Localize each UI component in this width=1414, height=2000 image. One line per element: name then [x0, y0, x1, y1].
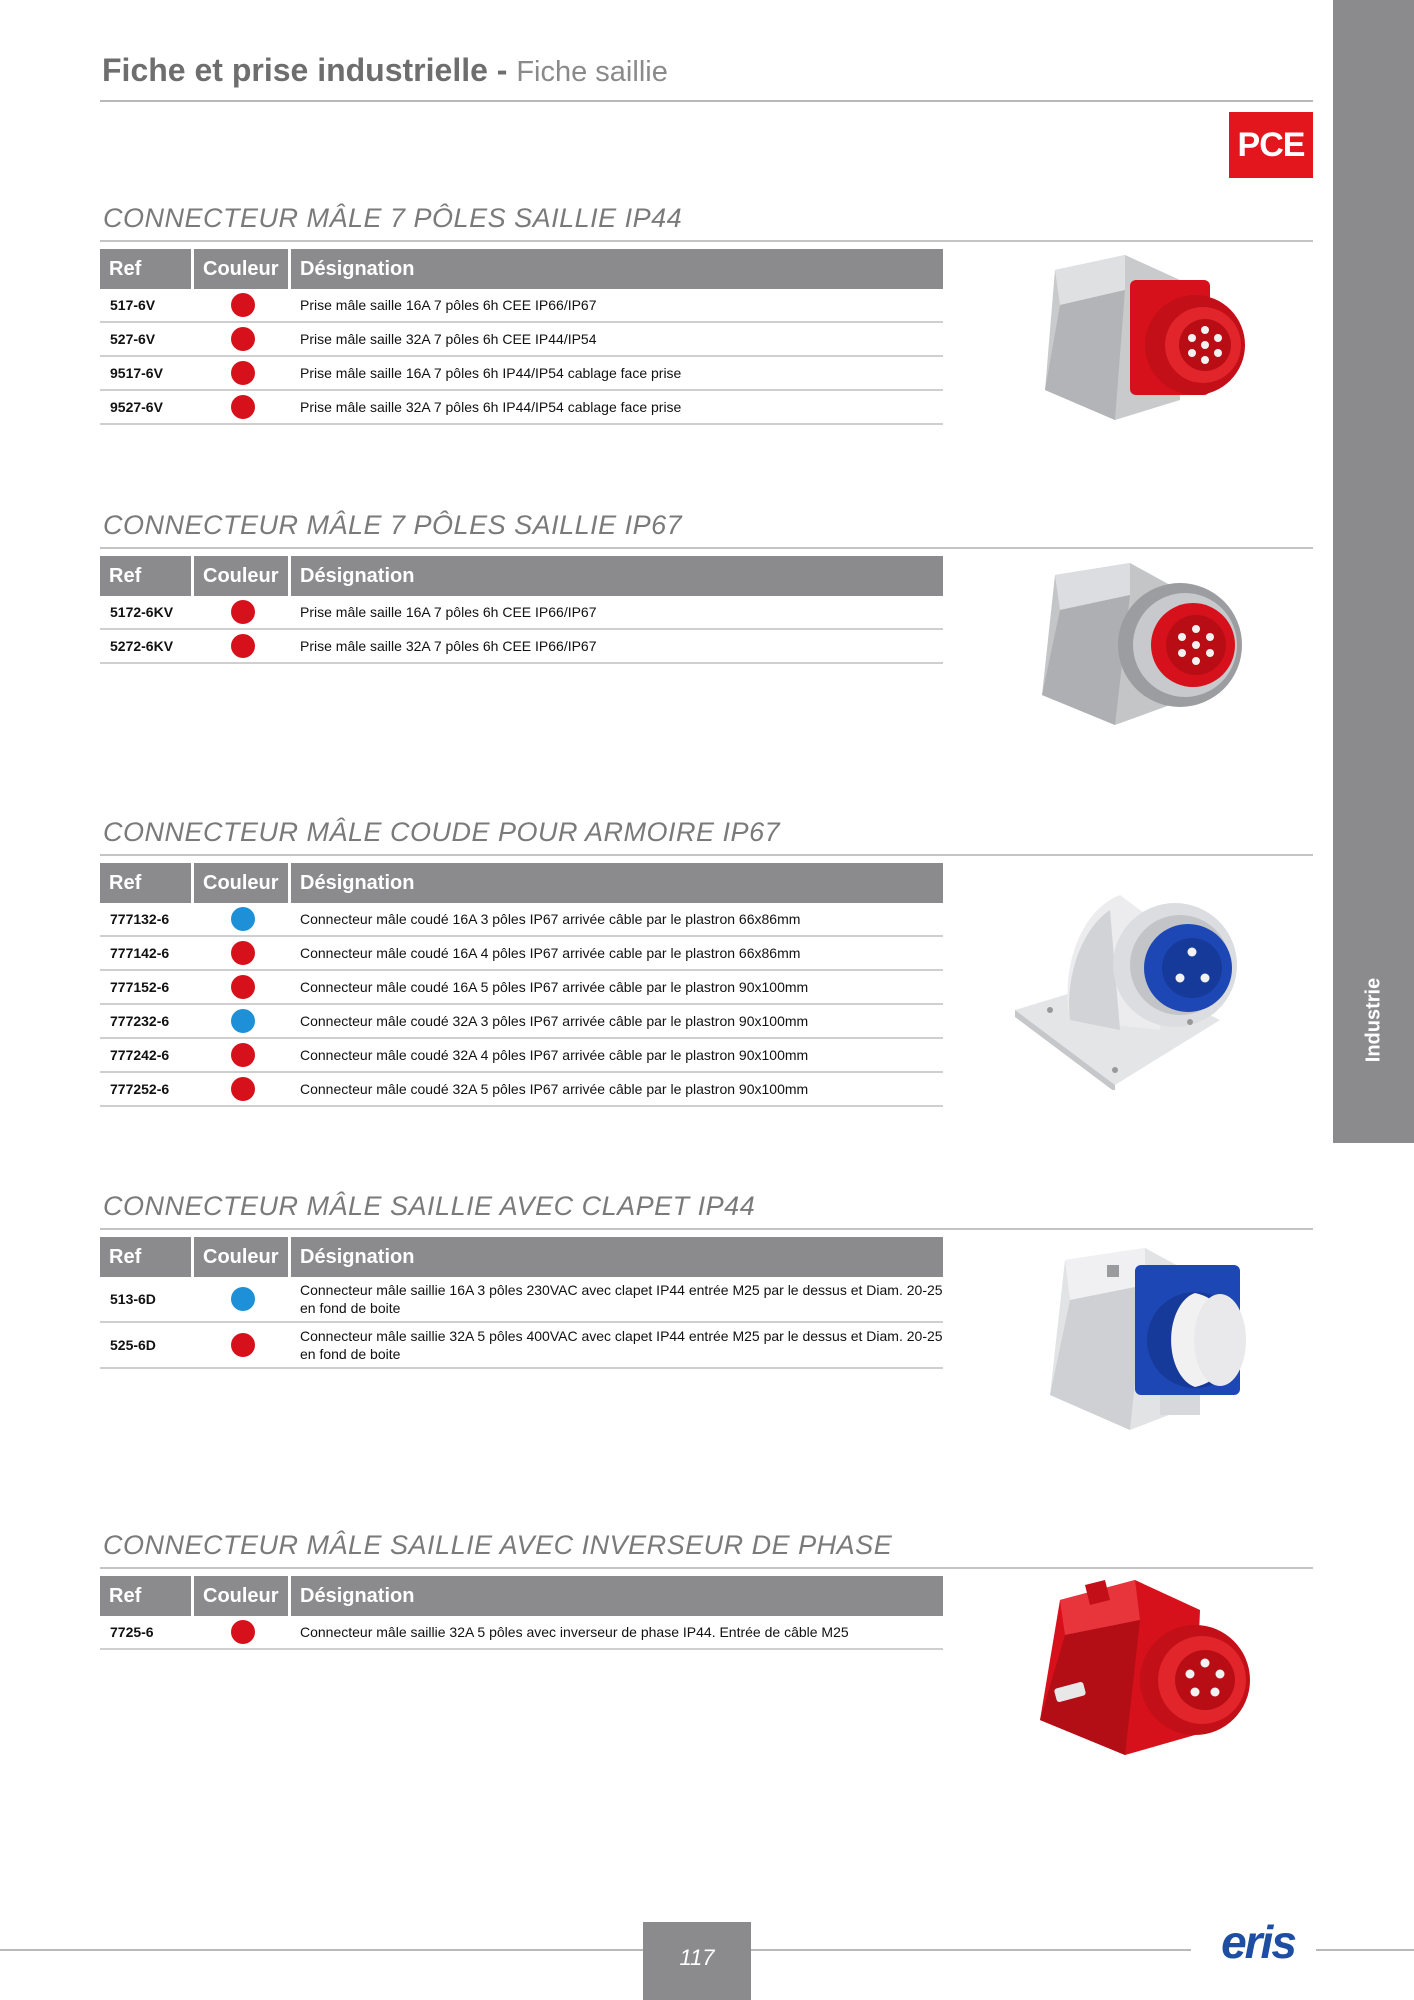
cell-color	[194, 971, 291, 1005]
product-table	[100, 1237, 943, 1369]
table-row	[100, 323, 943, 357]
col-header-ref: Ref	[100, 863, 194, 903]
cell-designation: Connecteur mâle saillie 16A 3 pôles 230VAC avec clapet IP44 entrée M25 par le dessus et Diam. 20-25 en fond de boite	[291, 1277, 943, 1323]
cell-ref: 5172-6KV	[100, 596, 194, 630]
cell-ref: 9517-6V	[100, 357, 194, 391]
side-tab-text: Industrie	[1362, 977, 1384, 1063]
cell-color	[194, 289, 291, 323]
table-row	[100, 391, 943, 425]
footer-rule-right	[1316, 1949, 1414, 1951]
page-number: 117	[643, 1922, 751, 2000]
product-table	[100, 249, 943, 425]
cell-designation: Connecteur mâle coudé 32A 5 pôles IP67 arrivée câble par le plastron 90x100mm	[291, 1073, 943, 1107]
col-header-couleur: Couleur	[194, 1237, 291, 1277]
section-rule	[100, 1567, 1313, 1569]
col-header-couleur: Couleur	[194, 556, 291, 596]
cell-color	[194, 391, 291, 425]
cell-designation: Prise mâle saille 32A 7 pôles 6h CEE IP44/IP54	[291, 323, 943, 357]
page-title-main: Fiche et prise industrielle	[102, 52, 488, 88]
page-title-separator: -	[496, 52, 508, 88]
col-header-designation: Désignation	[291, 1237, 943, 1277]
color-dot-red	[231, 634, 255, 658]
page-title	[102, 52, 668, 89]
table-row	[100, 971, 943, 1005]
product-table	[100, 1576, 943, 1650]
color-dot-red	[231, 395, 255, 419]
cell-color	[194, 630, 291, 664]
col-header-couleur: Couleur	[194, 1576, 291, 1616]
pce-logo: PCE	[1229, 112, 1313, 178]
color-dot-red	[231, 1043, 255, 1067]
color-dot-red	[231, 1333, 255, 1357]
col-header-ref: Ref	[100, 556, 194, 596]
color-dot-blue	[231, 907, 255, 931]
cell-ref: 777142-6	[100, 937, 194, 971]
cell-designation: Prise mâle saille 32A 7 pôles 6h CEE IP66/IP67	[291, 630, 943, 664]
cell-designation: Prise mâle saille 16A 7 pôles 6h CEE IP66/IP67	[291, 596, 943, 630]
color-dot-red	[231, 327, 255, 351]
section-title: CONNECTEUR MÂLE 7 PÔLES SAILLIE IP67	[103, 510, 683, 540]
cell-designation: Connecteur mâle coudé 32A 3 pôles IP67 arrivée câble par le plastron 90x100mm	[291, 1005, 943, 1039]
cell-color	[194, 1005, 291, 1039]
cell-designation: Prise mâle saille 16A 7 pôles 6h IP44/IP54 cablage face prise	[291, 357, 943, 391]
footer-rule-left	[0, 1949, 643, 1951]
section-title: CONNECTEUR MÂLE 7 PÔLES SAILLIE IP44	[103, 203, 683, 233]
cell-ref: 525-6D	[100, 1323, 194, 1369]
cell-ref: 777252-6	[100, 1073, 194, 1107]
cell-designation: Connecteur mâle saillie 32A 5 pôles avec inverseur de phase IP44. Entrée de câble M25	[291, 1616, 943, 1650]
cell-color	[194, 323, 291, 357]
table-row	[100, 1277, 943, 1323]
cell-ref: 5272-6KV	[100, 630, 194, 664]
col-header-couleur: Couleur	[194, 249, 291, 289]
color-dot-red	[231, 1620, 255, 1644]
product-image-plug-phase-inverter	[1030, 1575, 1255, 1760]
cell-designation: Connecteur mâle coudé 16A 3 pôles IP67 arrivée câble par le plastron 66x86mm	[291, 903, 943, 937]
section-rule	[100, 240, 1313, 242]
section-title: CONNECTEUR MÂLE COUDE POUR ARMOIRE IP67	[103, 817, 781, 847]
section-title: CONNECTEUR MÂLE SAILLIE AVEC CLAPET IP44	[103, 1191, 756, 1221]
color-dot-red	[231, 941, 255, 965]
table-row	[100, 357, 943, 391]
section-rule	[100, 1228, 1313, 1230]
col-header-designation: Désignation	[291, 556, 943, 596]
cell-ref: 513-6D	[100, 1277, 194, 1323]
col-header-couleur: Couleur	[194, 863, 291, 903]
color-dot-blue	[231, 1009, 255, 1033]
col-header-designation: Désignation	[291, 1576, 943, 1616]
product-table	[100, 863, 943, 1107]
col-header-ref: Ref	[100, 1576, 194, 1616]
cell-color	[194, 1616, 291, 1650]
title-rule	[100, 100, 1313, 102]
cell-color	[194, 357, 291, 391]
table-row	[100, 596, 943, 630]
table-row	[100, 1005, 943, 1039]
cell-ref: 527-6V	[100, 323, 194, 357]
cell-ref: 517-6V	[100, 289, 194, 323]
cell-ref: 777152-6	[100, 971, 194, 1005]
product-image-plug-7-poles-ip44	[1035, 250, 1250, 425]
cell-ref: 7725-6	[100, 1616, 194, 1650]
table-row	[100, 937, 943, 971]
table-row	[100, 1616, 943, 1650]
cell-color	[194, 1323, 291, 1369]
cell-color	[194, 937, 291, 971]
section-rule	[100, 854, 1313, 856]
cell-ref: 777132-6	[100, 903, 194, 937]
color-dot-red	[231, 1077, 255, 1101]
page-title-sub: Fiche saillie	[516, 56, 668, 88]
section-rule	[100, 547, 1313, 549]
cell-designation: Prise mâle saille 32A 7 pôles 6h IP44/IP54 cablage face prise	[291, 391, 943, 425]
table-row	[100, 903, 943, 937]
table-row	[100, 1073, 943, 1107]
table-row	[100, 1323, 943, 1369]
table-row	[100, 289, 943, 323]
cell-designation: Connecteur mâle coudé 32A 4 pôles IP67 arrivée câble par le plastron 90x100mm	[291, 1039, 943, 1073]
side-tab-label	[1333, 960, 1414, 1080]
cell-color	[194, 903, 291, 937]
cell-ref: 777242-6	[100, 1039, 194, 1073]
cell-ref: 9527-6V	[100, 391, 194, 425]
cell-ref: 777232-6	[100, 1005, 194, 1039]
cell-designation: Connecteur mâle saillie 32A 5 pôles 400VAC avec clapet IP44 entrée M25 par le dessus et Diam. 20-25 en fond de boite	[291, 1323, 943, 1369]
product-image-angled-connector-ip67	[1010, 880, 1260, 1090]
footer-rule-middle	[751, 1949, 1191, 1951]
col-header-ref: Ref	[100, 1237, 194, 1277]
color-dot-blue	[231, 1287, 255, 1311]
product-image-plug-7-poles-ip67	[1030, 560, 1250, 730]
product-table	[100, 556, 943, 664]
cell-designation: Prise mâle saille 16A 7 pôles 6h CEE IP66/IP67	[291, 289, 943, 323]
eris-logo: eris	[1221, 1916, 1295, 1968]
table-row	[100, 630, 943, 664]
cell-color	[194, 1073, 291, 1107]
col-header-designation: Désignation	[291, 249, 943, 289]
section-title: CONNECTEUR MÂLE SAILLIE AVEC INVERSEUR DE PHASE	[103, 1530, 893, 1560]
color-dot-red	[231, 600, 255, 624]
cell-color	[194, 1277, 291, 1323]
product-image-plug-with-flap-ip44	[1035, 1245, 1255, 1435]
cell-designation: Connecteur mâle coudé 16A 5 pôles IP67 arrivée câble par le plastron 90x100mm	[291, 971, 943, 1005]
col-header-designation: Désignation	[291, 863, 943, 903]
cell-designation: Connecteur mâle coudé 16A 4 pôles IP67 arrivée cable par le plastron 66x86mm	[291, 937, 943, 971]
cell-color	[194, 596, 291, 630]
color-dot-red	[231, 361, 255, 385]
col-header-ref: Ref	[100, 249, 194, 289]
color-dot-red	[231, 293, 255, 317]
color-dot-red	[231, 975, 255, 999]
cell-color	[194, 1039, 291, 1073]
table-row	[100, 1039, 943, 1073]
